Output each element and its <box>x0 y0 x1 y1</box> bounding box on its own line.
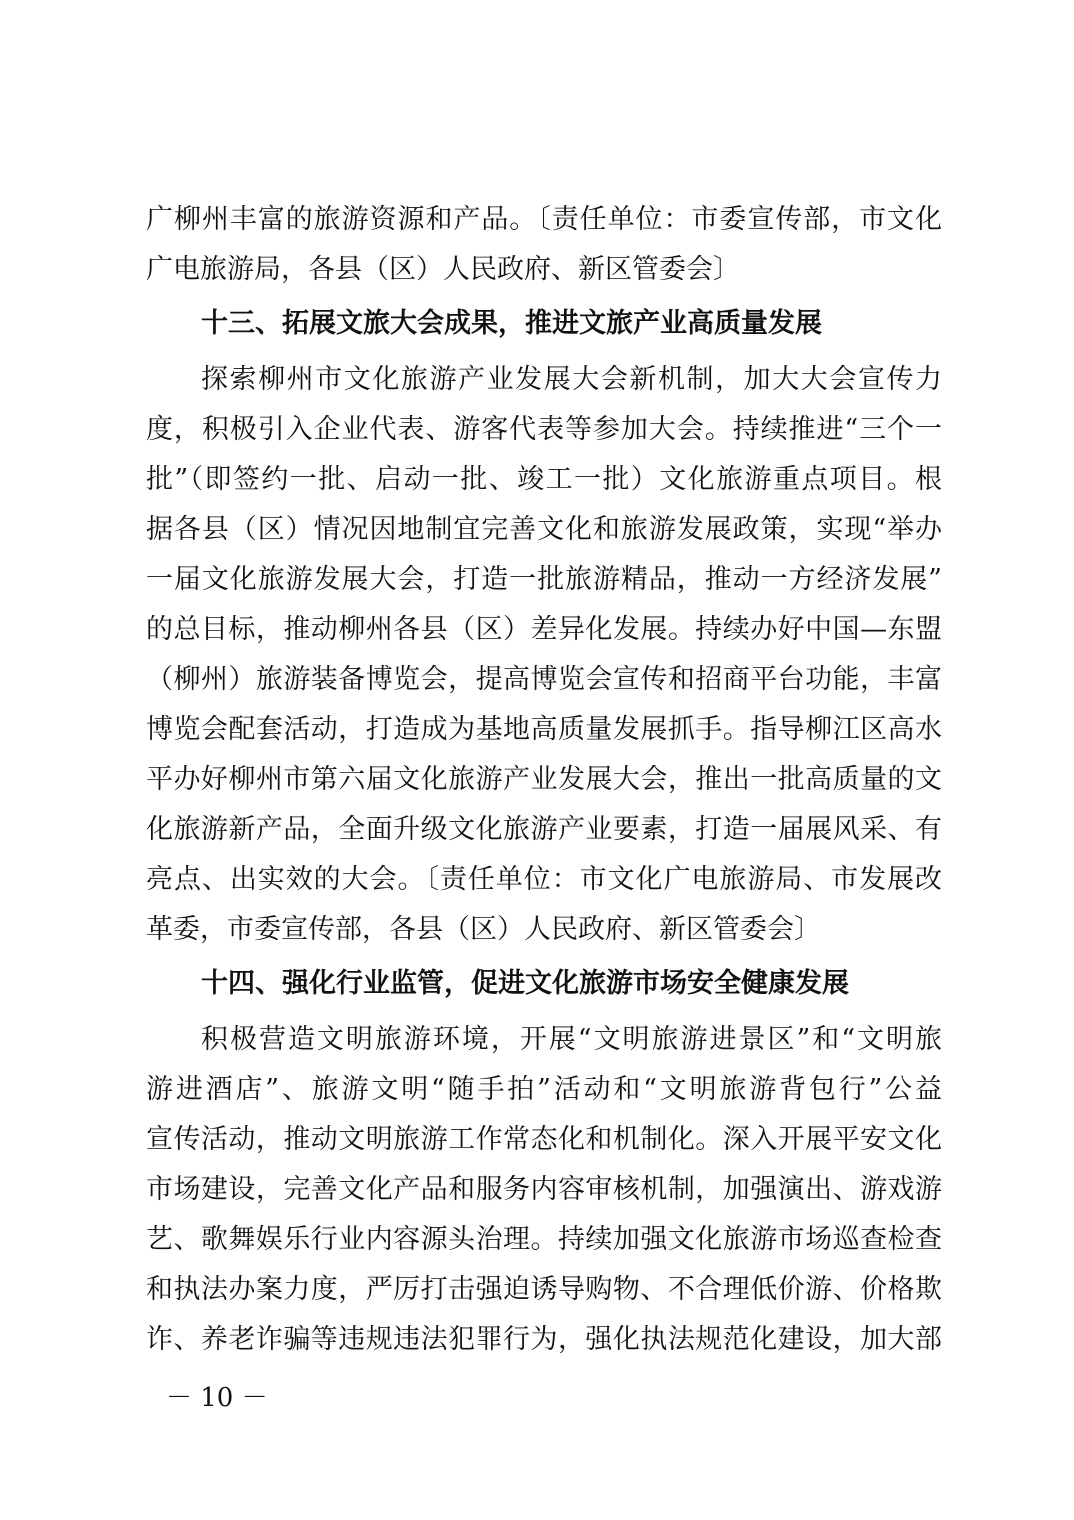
body-line: 据各县（区）情况因地制宜完善文化和旅游发展政策，实现“举办 <box>146 514 942 545</box>
paragraph-first-line: 积极营造文明旅游环境，开展“文明旅游进景区”和“文明旅 <box>201 1024 942 1055</box>
body-line: 市场建设，完善文化产品和服务内容审核机制，加强演出、游戏游 <box>146 1174 942 1205</box>
body-line: 宣传活动，推动文明旅游工作常态化和机制化。深入开展平安文化 <box>146 1124 942 1155</box>
page-number: － 10 － <box>166 1383 268 1413</box>
section-heading-14: 十四、强化行业监管，促进文化旅游市场安全健康发展 <box>201 968 849 999</box>
body-line: 一届文化旅游发展大会，打造一批旅游精品，推动一方经济发展” <box>146 564 942 595</box>
body-line: 广柳州丰富的旅游资源和产品。〔责任单位：市委宣传部，市文化 <box>146 204 942 235</box>
paragraph-first-line: 探索柳州市文化旅游产业发展大会新机制，加大大会宣传力 <box>201 364 942 395</box>
body-line: 艺、歌舞娱乐行业内容源头治理。持续加强文化旅游市场巡查检查 <box>146 1224 942 1255</box>
body-line: 诈、养老诈骗等违规违法犯罪行为，强化执法规范化建设，加大部 <box>146 1324 942 1355</box>
body-line: 亮点、出实效的大会。〔责任单位：市文化广电旅游局、市发展改 <box>146 864 942 895</box>
body-line: 度，积极引入企业代表、游客代表等参加大会。持续推进“三个一 <box>146 414 942 445</box>
body-line: （柳州）旅游装备博览会，提高博览会宣传和招商平台功能，丰富 <box>146 664 942 695</box>
body-line: 广电旅游局，各县（区）人民政府、新区管委会〕 <box>146 254 740 285</box>
body-line: 化旅游新产品，全面升级文化旅游产业要素，打造一届展风采、有 <box>146 814 942 845</box>
body-line: 平办好柳州市第六届文化旅游产业发展大会，推出一批高质量的文 <box>146 764 942 795</box>
body-line: 和执法办案力度，严厉打击强迫诱导购物、不合理低价游、价格欺 <box>146 1274 942 1305</box>
body-line: 博览会配套活动，打造成为基地高质量发展抓手。指导柳江区高水 <box>146 714 942 745</box>
body-line: 游进酒店”、旅游文明“随手拍”活动和“文明旅游背包行”公益 <box>146 1074 942 1105</box>
section-heading-13: 十三、拓展文旅大会成果，推进文旅产业高质量发展 <box>201 308 822 339</box>
body-line: 的总目标，推动柳州各县（区）差异化发展。持续办好中国—东盟 <box>146 614 942 645</box>
body-line: 批”（即签约一批、启动一批、竣工一批）文化旅游重点项目。根 <box>146 464 942 495</box>
body-line: 革委，市委宣传部，各县（区）人民政府、新区管委会〕 <box>146 914 821 945</box>
